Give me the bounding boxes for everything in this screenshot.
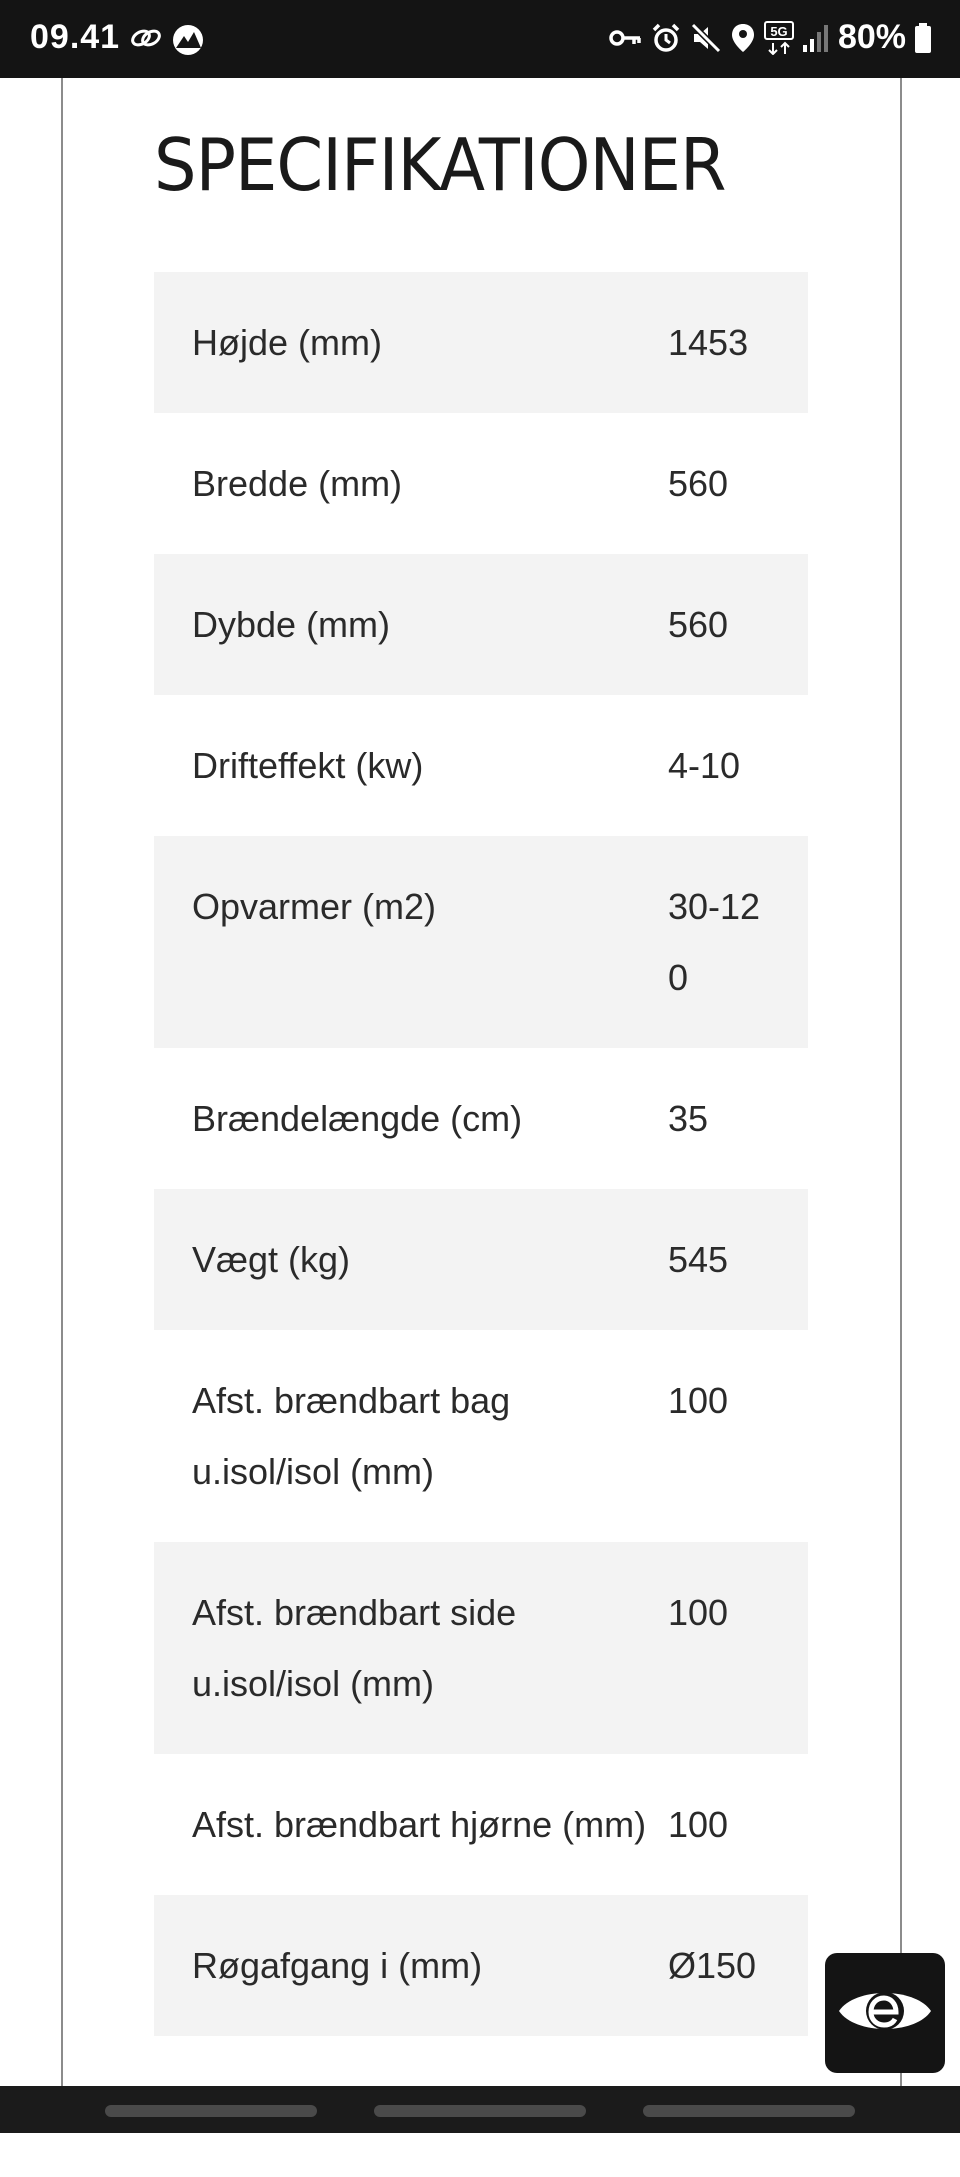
spec-row (154, 554, 808, 695)
status-time: 09.41 (30, 18, 121, 56)
spec-value: 30-120 (668, 886, 761, 998)
link-icon (128, 20, 164, 61)
signal-icon (802, 23, 830, 53)
spec-value: 100 (668, 1804, 729, 1845)
spec-value: 545 (668, 1239, 729, 1280)
spec-row (154, 1542, 808, 1754)
svg-text:5G: 5G (770, 23, 788, 39)
spec-value: 4-10 (668, 745, 741, 786)
cloud-icon (170, 20, 206, 61)
accessibility-eye-icon (835, 1979, 935, 2048)
spec-label: Dybde (mm) (192, 604, 391, 645)
mute-icon (690, 22, 722, 54)
key-icon (608, 23, 642, 53)
spec-label: Afst. brændbart bag u.isol/isol (mm) (192, 1380, 511, 1492)
spec-label: Røgafgang i (mm) (192, 1945, 483, 1986)
spec-row (154, 1754, 808, 1895)
spec-value: 100 (668, 1380, 729, 1421)
accessibility-button[interactable] (825, 1953, 945, 2073)
spec-label: Vægt (kg) (192, 1239, 351, 1280)
nav-recents-button[interactable] (105, 2105, 317, 2117)
status-right-icons (608, 18, 932, 57)
spec-value: 100 (668, 1592, 729, 1633)
spec-row (154, 1048, 808, 1189)
nav-back-button[interactable] (643, 2105, 855, 2117)
battery-percentage: 80% (837, 18, 906, 56)
spec-row (154, 413, 808, 554)
spec-label: Afst. brændbart side u.isol/isol (mm) (192, 1592, 517, 1704)
spec-row (154, 272, 808, 413)
page-content (61, 78, 902, 2086)
spec-value: 560 (668, 604, 729, 645)
5g-icon (764, 21, 794, 55)
alarm-icon (650, 22, 682, 54)
status-bar (0, 0, 960, 78)
spec-value: Ø150 (668, 1945, 757, 1986)
location-icon (730, 22, 756, 54)
spec-label: Brændelængde (cm) (192, 1098, 523, 1139)
spec-row (154, 1895, 808, 2036)
navigation-bar (0, 2086, 960, 2133)
spec-label: Afst. brændbart hjørne (mm) (192, 1804, 647, 1845)
spec-label: Højde (mm) (192, 322, 382, 363)
spec-row (154, 836, 808, 1048)
spec-row (154, 1189, 808, 1330)
spec-label: Drifteffekt (kw) (192, 745, 424, 786)
status-left-icons (128, 20, 206, 61)
spec-row (154, 695, 808, 836)
spec-row (154, 1330, 808, 1542)
spec-value: 35 (668, 1098, 709, 1139)
page-title: SPECIFIKATIONER (154, 123, 726, 207)
spec-label: Bredde (mm) (192, 463, 403, 504)
spec-value: 1453 (668, 322, 749, 363)
spec-value: 560 (668, 463, 729, 504)
battery-icon (914, 22, 932, 54)
spec-label: Opvarmer (m2) (192, 886, 437, 927)
nav-home-button[interactable] (374, 2105, 586, 2117)
spec-table (154, 272, 808, 2177)
